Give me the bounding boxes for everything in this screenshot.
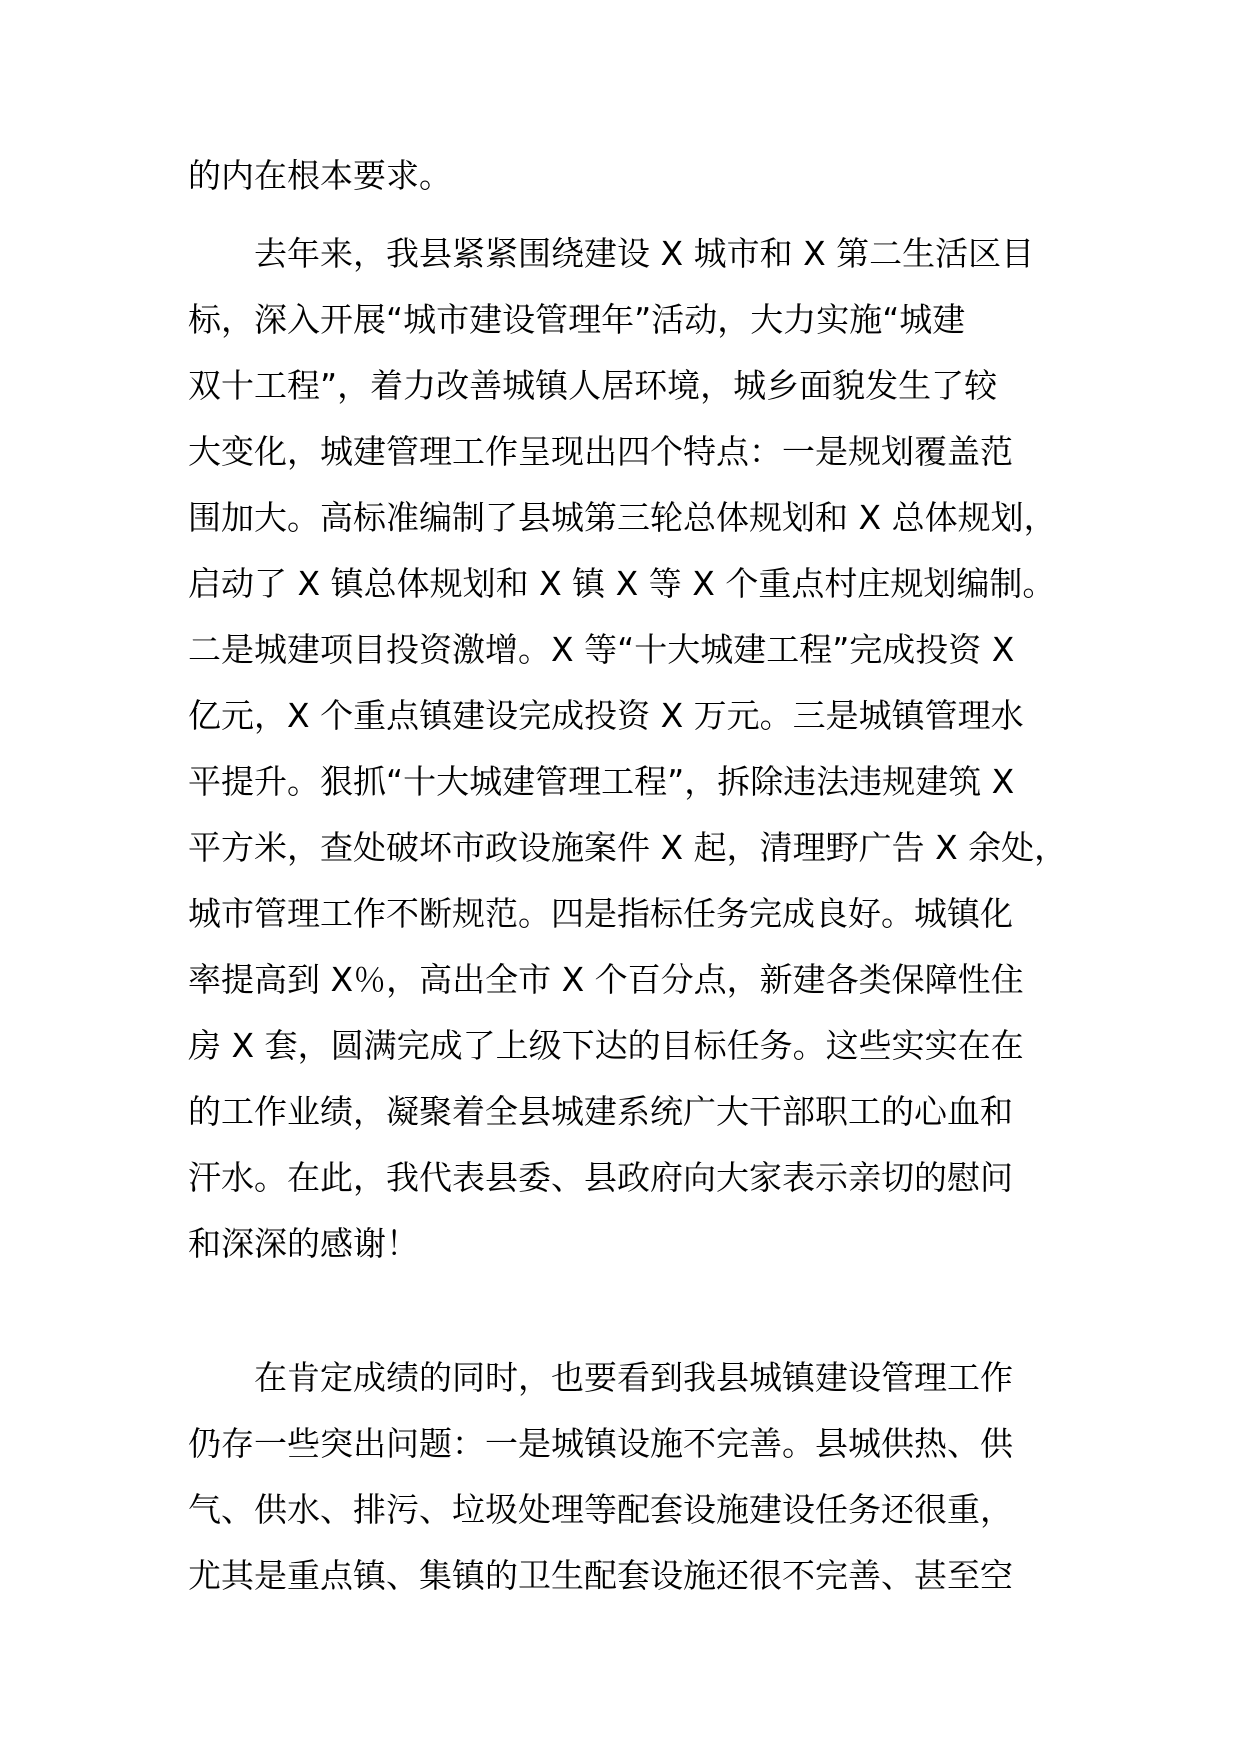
text-line: 城市管理工作不断规范。四是指标任务完成良好。城镇化 <box>188 894 1013 933</box>
text-line: 的内在根本要求。 <box>188 156 452 195</box>
paragraph-problems <box>188 1345 1088 1609</box>
text-line: 亿元，X 个重点镇建设完成投资 X 万元。三是城镇管理水 <box>188 696 1024 735</box>
paragraph-achievements <box>188 221 1088 1277</box>
text-line: 双十工程”，着力改善城镇人居环境，城乡面貌发生了较 <box>188 366 998 405</box>
text-line: 汗水。在此，我代表县委、县政府向大家表示亲切的慰问 <box>188 1158 1013 1197</box>
paragraph-continuation <box>188 143 1088 209</box>
text-line: 大变化，城建管理工作呈现出四个特点：一是规划覆盖范 <box>188 432 1013 471</box>
text-line: 平方米，查处破坏市政设施案件 X 起，清理野广告 X 余处， <box>188 828 1068 867</box>
text-line: 去年来，我县紧紧围绕建设 X 城市和 X 第二生活区目 <box>254 234 1035 273</box>
text-line: 标，深入开展“城市建设管理年”活动，大力实施“城建 <box>188 300 966 339</box>
text-line: 气、供水、排污、垃圾处理等配套设施建设任务还很重， <box>188 1490 1013 1529</box>
text-line: 仍存一些突出问题：一是城镇设施不完善。县城供热、供 <box>188 1424 1013 1463</box>
text-line: 在肯定成绩的同时，也要看到我县城镇建设管理工作 <box>254 1358 1013 1397</box>
text-line: 平提升。狠抓“十大城建管理工程”，拆除违法违规建筑 X <box>188 762 1015 801</box>
text-line: 二是城建项目投资激增。X 等“十大城建工程”完成投资 X <box>188 630 1015 669</box>
text-line: 的工作业绩，凝聚着全县城建系统广大干部职工的心血和 <box>188 1092 1013 1131</box>
text-line: 尤其是重点镇、集镇的卫生配套设施还很不完善、甚至空 <box>188 1556 1013 1595</box>
text-line: 围加大。高标准编制了县城第三轮总体规划和 X 总体规划， <box>188 498 1057 537</box>
text-line: 启动了 X 镇总体规划和 X 镇 X 等 X 个重点村庄规划编制。 <box>188 564 1056 603</box>
text-line: 率提高到 X％，高出全市 X 个百分点，新建各类保障性住 <box>188 960 1024 999</box>
text-line: 房 X 套，圆满完成了上级下达的目标任务。这些实实在在 <box>188 1026 1024 1065</box>
text-line: 和深深的感谢！ <box>188 1224 419 1263</box>
